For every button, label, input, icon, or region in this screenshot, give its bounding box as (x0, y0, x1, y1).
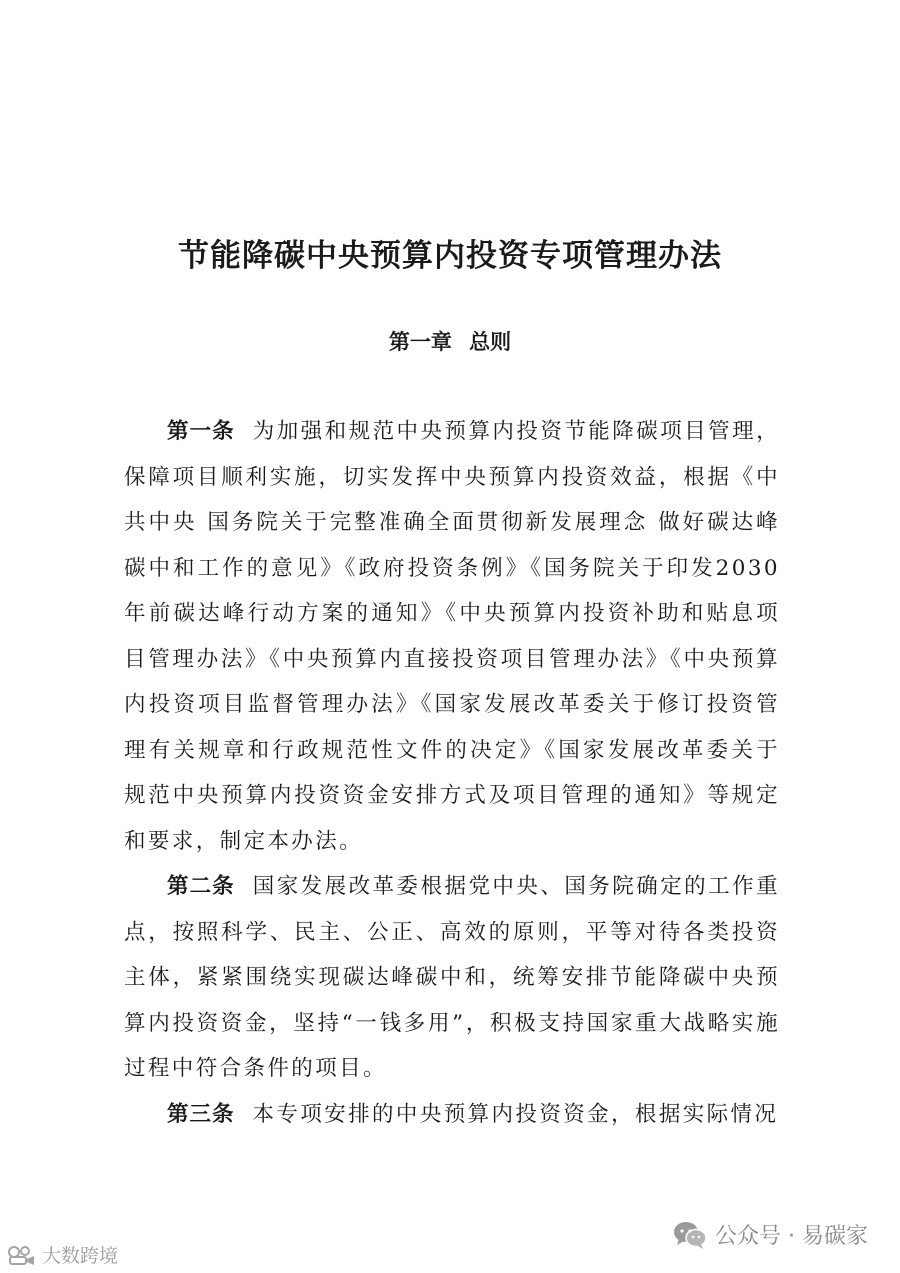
kuaishou-watermark-text: 大数跨境 (42, 1245, 119, 1267)
wechat-icon (673, 1220, 707, 1250)
article-2 (124, 864, 780, 1092)
article-label: 第二条 (167, 874, 235, 899)
document-title: 节能降碳中央预算内投资专项管理办法 (178, 238, 722, 274)
wechat-watermark-text: 公众号 · 易碳家 (715, 1224, 868, 1249)
kuaishou-watermark (6, 1241, 118, 1268)
article-1 (124, 409, 780, 864)
article-label: 第一条 (167, 419, 235, 444)
article-label: 第三条 (167, 1101, 235, 1127)
wechat-watermark (673, 1219, 868, 1250)
document-body (124, 409, 780, 1137)
article-text: 为加强和规范中央预算内投资节能降碳项目管理，保障项目顺利实施，切实发挥中央预算内投资效益，根据《中共中央 国务院关于完整准确全面贯彻新发展理念 做好碳达峰碳中和工作的意见》《政府投资条例》《国务院关于印发2030年前碳达峰行动方案的通知》《中央预算内投资补助和贴息项目管理办法》《中央预算内直接投资项目管理办法》《中央预算内投资项目监督管理办法》《国家发展改革委关于修订投资管理有关规章和行政规范性文件的决定》《国家发展改革委关于规范中央预算内投资资金安排方式及项目管理的通知》等规定和要求，制定本办法。 (124, 419, 780, 854)
article-text: 国家发展改革委根据党中央、国务院确定的工作重点，按照科学、民主、公正、高效的原则，平等对待各类投资主体，紧紧围绕实现碳达峰碳中和，统筹安排节能降碳中央预算内投资资金，坚持“一钱多用”，积极支持国家重大战略实施过程中符合条件的项目。 (124, 874, 780, 1081)
article-text: 本专项安排的中央预算内投资资金，根据实际情况 (252, 1101, 779, 1127)
chapter-heading: 第一章 总则 (388, 330, 512, 354)
article-3 (124, 1092, 780, 1138)
kuaishou-logo-icon (6, 1244, 38, 1266)
